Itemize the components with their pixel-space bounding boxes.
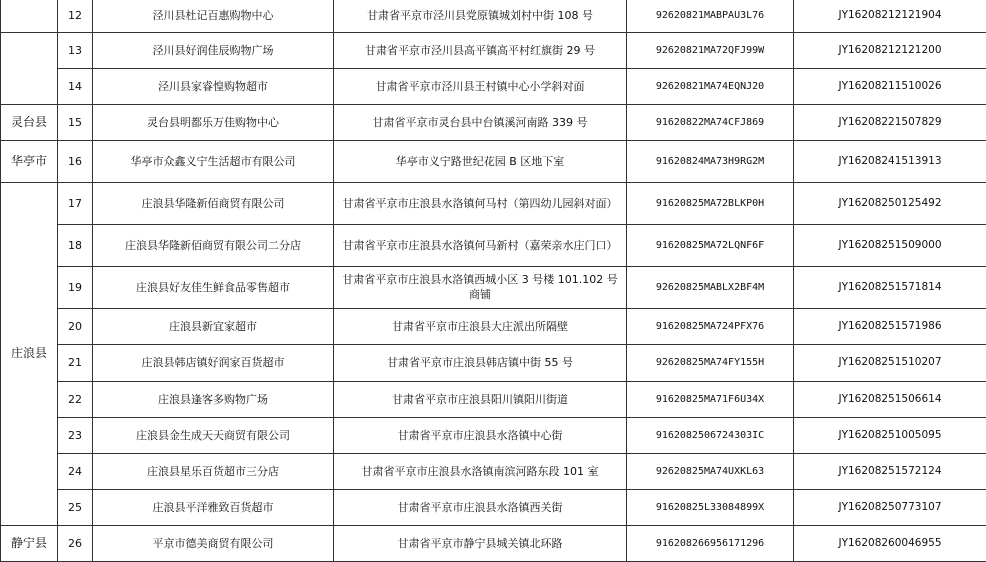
store-address: 甘肃省平京市庄浪县水洛镇何马新村（嘉荣亲水庄门口） — [334, 224, 627, 266]
table-row — [1, 182, 986, 224]
license-number: JY16208212121904 — [794, 0, 986, 32]
table-row — [1, 68, 986, 104]
table-row — [1, 417, 986, 453]
table-row — [1, 308, 986, 344]
license-number: JY16208251510207 — [794, 344, 986, 381]
license-number: JY16208211510026 — [794, 68, 986, 104]
license-number: JY16208251506614 — [794, 381, 986, 417]
county-cell — [1, 32, 58, 68]
store-name: 庄浪县平洋雅致百货超市 — [93, 489, 334, 525]
county-cell: 华亭市 — [1, 140, 58, 182]
store-address: 甘肃省平京市庄浪县韩店镇中街 55 号 — [334, 344, 627, 381]
license-number: JY16208250773107 — [794, 489, 986, 525]
table-row — [1, 32, 986, 68]
table-row — [1, 0, 986, 32]
store-address: 甘肃省平京市庄浪县水洛镇南滨河路东段 101 室 — [334, 453, 627, 489]
row-number: 25 — [58, 489, 93, 525]
table-row — [1, 224, 986, 266]
credit-code: 916208266956171296 — [627, 525, 794, 561]
row-number: 17 — [58, 182, 93, 224]
credit-code: 91620825MA72LQNF6F — [627, 224, 794, 266]
store-address: 甘肃省平京市灵台县中台镇溪河南路 339 号 — [334, 104, 627, 140]
store-address: 甘肃省平京市泾川县党原镇城刘村中街 108 号 — [334, 0, 627, 32]
store-name: 庄浪县金生成天天商贸有限公司 — [93, 417, 334, 453]
store-name: 庄浪县华隆新佰商贸有限公司二分店 — [93, 224, 334, 266]
county-cell: 庄浪县 — [1, 182, 58, 525]
store-address: 甘肃省平京市庄浪县水洛镇中心街 — [334, 417, 627, 453]
row-number: 26 — [58, 525, 93, 561]
license-number: JY16208260046955 — [794, 525, 986, 561]
store-name: 泾川县好润佳辰购物广场 — [93, 32, 334, 68]
credit-code: 91620822MA74CFJ869 — [627, 104, 794, 140]
store-address: 甘肃省平京市庄浪县大庄派出所隔壁 — [334, 308, 627, 344]
credit-code: 92620821MABPAU3L76 — [627, 0, 794, 32]
license-number: JY16208212121200 — [794, 32, 986, 68]
county-cell — [1, 0, 58, 32]
store-name: 泾川县家睿惶购物超市 — [93, 68, 334, 104]
row-number: 18 — [58, 224, 93, 266]
store-address: 甘肃省平京市静宁县城关镇北环路 — [334, 525, 627, 561]
row-number: 13 — [58, 32, 93, 68]
credit-code: 91620825L33084899X — [627, 489, 794, 525]
store-name: 泾川县杜记百惠购物中心 — [93, 0, 334, 32]
county-cell: 灵台县 — [1, 104, 58, 140]
store-name: 庄浪县好友佳生鲜食品零售超市 — [93, 266, 334, 308]
credit-code: 92620825MA74UXKL63 — [627, 453, 794, 489]
credit-code: 91620825MA724PFX76 — [627, 308, 794, 344]
license-number: JY16208251005095 — [794, 417, 986, 453]
row-number: 15 — [58, 104, 93, 140]
store-name: 灵台县明都乐万佳购物中心 — [93, 104, 334, 140]
store-name: 庄浪县华隆新佰商贸有限公司 — [93, 182, 334, 224]
credit-code: 92620825MABLX2BF4M — [627, 266, 794, 308]
credit-code: 92620821MA72QFJ99W — [627, 32, 794, 68]
credit-code: 92620821MA74EQNJ20 — [627, 68, 794, 104]
store-name: 庄浪县韩店镇好润家百货超市 — [93, 344, 334, 381]
table-row — [1, 344, 986, 381]
table-row — [1, 104, 986, 140]
row-number: 24 — [58, 453, 93, 489]
table-row — [1, 381, 986, 417]
license-number: JY16208241513913 — [794, 140, 986, 182]
store-address: 甘肃省平京市庄浪县水洛镇何马村（第四幼儿园斜对面） — [334, 182, 627, 224]
row-number: 22 — [58, 381, 93, 417]
store-address: 甘肃省平京市庄浪县水洛镇西关街 — [334, 489, 627, 525]
row-number: 14 — [58, 68, 93, 104]
store-name: 庄浪县逢客多购物广场 — [93, 381, 334, 417]
row-number: 20 — [58, 308, 93, 344]
license-number: JY16208221507829 — [794, 104, 986, 140]
table-row — [1, 489, 986, 525]
license-number: JY16208250125492 — [794, 182, 986, 224]
license-number: JY16208251572124 — [794, 453, 986, 489]
county-cell: 静宁县 — [1, 525, 58, 561]
store-address: 甘肃省平京市泾川县高平镇高平村红旗街 29 号 — [334, 32, 627, 68]
county-cell — [1, 68, 58, 104]
store-name: 平京市德美商贸有限公司 — [93, 525, 334, 561]
credit-code: 91620824MA73H9RG2M — [627, 140, 794, 182]
table-row — [1, 453, 986, 489]
license-number: JY16208251509000 — [794, 224, 986, 266]
credit-code: 9162082506724303IC — [627, 417, 794, 453]
store-address: 甘肃省平京市泾川县王村镇中心小学斜对面 — [334, 68, 627, 104]
table-row — [1, 266, 986, 308]
store-address: 华亭市义宁路世纪花园 B 区地下室 — [334, 140, 627, 182]
row-number: 16 — [58, 140, 93, 182]
store-name: 庄浪县新宜家超市 — [93, 308, 334, 344]
store-name: 庄浪县星乐百货超市三分店 — [93, 453, 334, 489]
license-number: JY16208251571814 — [794, 266, 986, 308]
table-row — [1, 140, 986, 182]
credit-code: 91620825MA72BLKP0H — [627, 182, 794, 224]
store-address: 甘肃省平京市庄浪县水洛镇西城小区 3 号楼 101.102 号商铺 — [334, 266, 627, 308]
row-number: 21 — [58, 344, 93, 381]
credit-code: 92620825MA74FY155H — [627, 344, 794, 381]
table-row — [1, 525, 986, 561]
row-number: 12 — [58, 0, 93, 32]
row-number: 19 — [58, 266, 93, 308]
credit-code: 91620825MA71F6U34X — [627, 381, 794, 417]
license-number: JY16208251571986 — [794, 308, 986, 344]
store-name: 华亭市众鑫义宁生活超市有限公司 — [93, 140, 334, 182]
row-number: 23 — [58, 417, 93, 453]
store-address: 甘肃省平京市庄浪县阳川镇阳川街道 — [334, 381, 627, 417]
